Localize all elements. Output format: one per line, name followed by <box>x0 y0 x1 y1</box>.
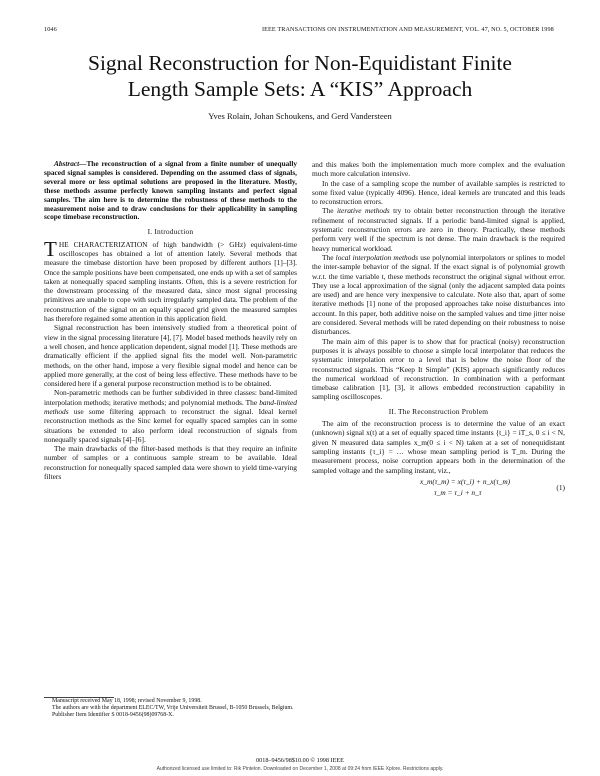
footnote-manuscript: Manuscript received May 18, 1998; revised November 9, 1998. <box>52 698 202 704</box>
paper-title <box>40 50 560 102</box>
equation-1 <box>312 477 565 499</box>
equation-number: (1) <box>556 482 565 492</box>
right-paragraph-3-emphasis: iterative methods <box>336 206 390 216</box>
right-paragraph-4-b: use polynomial interpolators or splines to model the inter-sample behavior of the signal. If the exact signal is of polynomial growth w.r.t. the time variable t, these methods reconstruct the original signal without error. They use a local approximation of the signal (only the adjacent sampled data points are used) and are hence very inexpensive to calculate. Note also that, apart of some iterative methods [1] none of the proposed approaches take noise disturbances into account. In this paper, both additive noise on the sampled values and time jitter noise are considered. Several methods will be rated depending on their robustness to noise disturbances. <box>312 252 566 337</box>
right-paragraph-4 <box>312 253 565 337</box>
right-paragraph-1: and this makes both the implementation much more complex and the evaluation much more calculation intensive. <box>312 160 565 179</box>
license-notice: Authorized licensed use limited to: Rik Pintelon. Downloaded on December 1, 2008 at 09:24 from IEEE Xplore. Restrictions apply. <box>156 766 444 772</box>
footnotes <box>44 698 300 720</box>
intro-paragraph-3-a: Non-parametric methods can be further subdivided in three classes: band-limited interpolation methods; iterative methods; and polynomial methods. The <box>44 388 297 407</box>
intro-paragraph-3-b: use some filtering approach to reconstruct the signal. Ideal kernel reconstruction methods as the Sinc kernel for equally spaced samples can in some situations be extended to also perform ideal reconstruction of signals from nonequally spaced signals [4]–[6]. <box>44 406 297 444</box>
title-line-1: Signal Reconstruction for Non-Equidistant Finite <box>88 51 512 75</box>
problem-paragraph-1: The aim of the reconstruction process is to determine the value of an exact (unknown) signal x(t) at a set of equally spaced time instants {t_i} = iT_s, 0 ≤ i < N, given N measured data samples x_m(0 ≤ i < N) taken at a set of nonequidistant sampling instants {τ_i} = … whose mean sampling period is T_m. During the measurement process, noise corruption appears both in the determination of the sampled voltage and the sampling instant, viz., <box>312 419 565 475</box>
right-paragraph-5: The main aim of this paper is to show that for practical (noisy) reconstruction purposes it is always possible to choose a simple local interpolator that reduces the systematic interpolation error to a level that is below the noise floor of the reconstructed signals. This “Keep It Simple” (KIS) approach significantly reduces the numerical workload of reconstruction. In combination with a performant timebase calibration [1], [3], it allows embedded reconstruction capability in sampling oscilloscopes. <box>312 336 565 402</box>
intro-paragraph-1 <box>44 236 297 324</box>
abstract <box>44 160 297 222</box>
copyright-code: 0018–9456/98$10.00 © 1998 IEEE <box>256 757 344 764</box>
equation-line-1: x_m(τ_m) = x(τ_i) + n_x(τ_m) <box>420 476 511 486</box>
right-paragraph-4-emphasis: local interpolation methods <box>335 252 419 262</box>
intro-paragraph-3-emphasis: band-limited methods <box>44 397 297 416</box>
footnote-publisher-id: Publisher Item Identifier S 0018-9456(98)09768-X. <box>52 712 174 719</box>
abstract-label: Abstract— <box>54 159 87 168</box>
right-paragraph-3-b: try to obtain better reconstruction through the iterative refinement of reconstructed signals. If a periodic band-limited signal is applied, systematic reconstruction errors are zero in theory. Practically, these methods perform very well if the spectrum is not dense. The main drawback is the required heavy numerical workload. <box>312 206 566 253</box>
intro-paragraph-4: The main drawbacks of the filter-based methods is that they require an infinite number of samples or a continuous sample stream to be available. Ideal reconstruction for nonequally spaced sampled data were shown to yield time-varying filters <box>44 444 297 482</box>
intro-paragraph-1-text: HE CHARACTERIZATION of high bandwidth (> GHz) equivalent-time oscilloscopes has obtained a lot of attention lately. Several methods that measure the timebase distortion have been proposed by different authors [1]–[3]. Once the sample positions have been compensated, one ends up with a set of samples taken at nonequally spaced sampling instants. Often, this is a severe restriction for the downstream processing of the measured data, since most signal processing primitives are unable to cope with such irregularly sampled data. The problem of the reconstruction of the signal on an equally spaced grid given the measured samples has therefore regained some attention in this application field. <box>44 239 297 324</box>
footnote-affiliation: The authors are with the department ELEC/TW, Vrije Universiteit Brussel, B-1050 Brussels, Belgium. <box>52 705 294 712</box>
right-paragraph-2: In the case of a sampling scope the number of available samples is restricted to some fixed value (typically 4096). Hence, ideal kernels are truncated and this leads to reconstruction errors. <box>312 178 565 207</box>
running-header: IEEE TRANSACTIONS ON INSTRUMENTATION AND MEASUREMENT, VOL. 47, NO. 5, OCTOBER 1998 <box>262 26 554 33</box>
right-column <box>312 160 565 499</box>
right-paragraph-3 <box>312 206 565 252</box>
authors: Yves Rolain, Johan Schoukens, and Gerd Vandersteen <box>208 111 392 121</box>
right-paragraph-3-a: The <box>322 206 337 216</box>
drop-cap: T <box>44 236 57 261</box>
left-column <box>44 160 297 481</box>
section-heading-reconstruction-problem: II. The Reconstruction Problem <box>388 406 489 416</box>
equation-line-2: τ_m = τ_i + n_τ <box>434 487 482 497</box>
intro-paragraph-3 <box>44 388 297 444</box>
right-paragraph-4-a: The <box>322 252 336 262</box>
page-number: 1046 <box>44 26 57 33</box>
title-line-2: Length Sample Sets: A “KIS” Approach <box>127 77 473 101</box>
section-heading-introduction: I. Introduction <box>147 227 194 237</box>
abstract-text: The reconstruction of a signal from a finite number of unequally spaced signal samples is considered. Depending on the assumed class of signals, several more or less optimal solutions are proposed in the literature. Mostly, these methods assume perfectly known sampling instants and perfect signal samples. The aim here is to determine the robustness of these methods to the measurement noise and to draw conclusions for their applicability in sampling scope timebase reconstruction. <box>44 159 297 222</box>
intro-paragraph-2: Signal reconstruction has been intensively studied from a theoretical point of view in the signal processing literature [4], [7]. Model based methods heavily rely on a well chosen, and hence application dependent, signal model [1]. These methods are dramatically efficient if the applied signal fits the model well. Non-parametric methods, on the other hand, impose a very flexible signal model and hence can be applied more generally, at the cost of being less effective. These methods have to be considered here if a general purpose reconstruction method is to be obtained. <box>44 323 297 389</box>
